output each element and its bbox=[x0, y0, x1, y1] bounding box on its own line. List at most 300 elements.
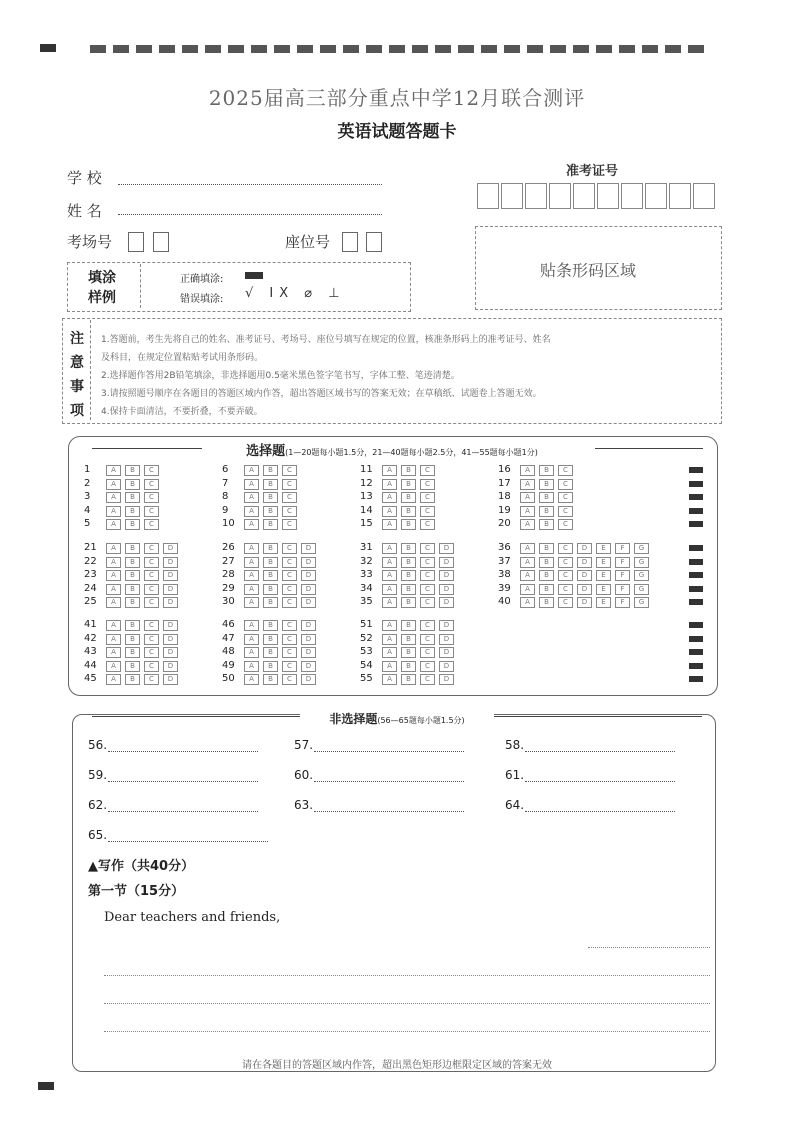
question-number: 10 bbox=[222, 518, 235, 529]
nonchoice-item-number: 65. bbox=[88, 828, 108, 842]
option-bubble[interactable]: B bbox=[263, 674, 278, 685]
heading-rule-left bbox=[92, 448, 202, 449]
option-bubble[interactable]: A bbox=[244, 634, 259, 645]
ticket-digit-box[interactable] bbox=[525, 183, 547, 209]
timing-mark bbox=[412, 45, 428, 53]
option-bubble[interactable]: C bbox=[144, 647, 159, 658]
option-bubble[interactable]: C bbox=[282, 465, 297, 476]
option-bubble[interactable]: B bbox=[401, 620, 416, 631]
option-bubble[interactable]: C bbox=[144, 492, 159, 503]
exam-room-box-1[interactable] bbox=[128, 232, 144, 252]
question-number: 26 bbox=[222, 542, 235, 553]
option-bubble[interactable]: A bbox=[244, 506, 259, 517]
option-bubble[interactable]: D bbox=[301, 661, 316, 672]
option-bubble[interactable]: B bbox=[539, 479, 554, 490]
option-bubble[interactable]: C bbox=[144, 519, 159, 530]
question-number: 52 bbox=[360, 632, 373, 644]
exam-room-box-2[interactable] bbox=[153, 232, 169, 252]
option-bubble[interactable]: D bbox=[439, 661, 454, 672]
option-bubble[interactable]: G bbox=[634, 557, 649, 568]
option-bubble[interactable]: C bbox=[144, 557, 159, 568]
option-bubble[interactable]: E bbox=[596, 597, 611, 608]
option-bubble[interactable]: D bbox=[577, 543, 592, 554]
option-bubble[interactable]: C bbox=[282, 634, 297, 645]
option-bubble[interactable]: C bbox=[420, 492, 435, 503]
option-bubble[interactable]: C bbox=[420, 465, 435, 476]
nonchoice-answer-line[interactable] bbox=[525, 811, 675, 812]
question-number: 45 bbox=[84, 673, 97, 684]
option-bubble[interactable]: A bbox=[106, 492, 121, 503]
question-number: 39 bbox=[498, 582, 511, 594]
option-bubble[interactable]: C bbox=[558, 506, 573, 517]
option-bubble[interactable]: C bbox=[420, 519, 435, 530]
option-bubble[interactable]: D bbox=[301, 557, 316, 568]
timing-mark bbox=[573, 45, 589, 53]
option-bubble[interactable]: F bbox=[615, 570, 630, 581]
option-bubble[interactable]: C bbox=[420, 570, 435, 581]
option-bubble[interactable]: D bbox=[163, 543, 178, 554]
option-bubble[interactable]: B bbox=[401, 465, 416, 476]
timing-mark bbox=[458, 45, 474, 53]
option-bubble[interactable]: B bbox=[539, 465, 554, 476]
option-bubble[interactable]: A bbox=[106, 634, 121, 645]
option-bubble[interactable]: F bbox=[615, 557, 630, 568]
ticket-digit-box[interactable] bbox=[597, 183, 619, 209]
option-bubble[interactable]: G bbox=[634, 570, 649, 581]
option-bubble[interactable]: A bbox=[244, 647, 259, 658]
school-field[interactable] bbox=[118, 184, 382, 185]
option-bubble[interactable]: B bbox=[125, 570, 140, 581]
option-bubble[interactable]: B bbox=[263, 479, 278, 490]
question-number: 24 bbox=[84, 582, 97, 594]
option-bubble[interactable]: C bbox=[558, 465, 573, 476]
timing-mark bbox=[596, 45, 612, 53]
timing-mark bbox=[228, 45, 244, 53]
option-bubble[interactable]: B bbox=[401, 674, 416, 685]
option-bubble[interactable]: C bbox=[282, 506, 297, 517]
ticket-digit-box[interactable] bbox=[549, 183, 571, 209]
timing-mark bbox=[481, 45, 497, 53]
option-bubble[interactable]: C bbox=[144, 597, 159, 608]
nonchoice-answer-line[interactable] bbox=[108, 841, 268, 842]
option-bubble[interactable]: B bbox=[401, 661, 416, 672]
option-bubble[interactable]: B bbox=[125, 479, 140, 490]
option-bubble[interactable]: B bbox=[125, 519, 140, 530]
option-bubble[interactable]: A bbox=[106, 543, 121, 554]
option-bubble[interactable]: D bbox=[439, 597, 454, 608]
option-bubble[interactable]: A bbox=[382, 519, 397, 530]
option-bubble[interactable]: A bbox=[106, 506, 121, 517]
option-bubble[interactable]: B bbox=[263, 570, 278, 581]
option-bubble[interactable]: D bbox=[163, 597, 178, 608]
option-bubble[interactable]: A bbox=[382, 479, 397, 490]
option-bubble[interactable]: D bbox=[301, 584, 316, 595]
option-bubble[interactable]: B bbox=[401, 570, 416, 581]
option-bubble[interactable]: B bbox=[125, 506, 140, 517]
option-bubble[interactable]: B bbox=[263, 557, 278, 568]
option-bubble[interactable]: A bbox=[244, 465, 259, 476]
option-bubble[interactable]: A bbox=[106, 519, 121, 530]
option-bubble[interactable]: A bbox=[244, 620, 259, 631]
option-bubble[interactable]: B bbox=[539, 597, 554, 608]
option-bubble[interactable]: C bbox=[558, 557, 573, 568]
option-bubble[interactable]: A bbox=[520, 479, 535, 490]
row-timing-mark bbox=[689, 572, 703, 578]
option-bubble[interactable]: G bbox=[634, 584, 649, 595]
option-bubble[interactable]: D bbox=[301, 543, 316, 554]
option-bubble[interactable]: D bbox=[163, 674, 178, 685]
question-number: 6 bbox=[222, 464, 229, 475]
option-bubble[interactable]: C bbox=[420, 584, 435, 595]
option-bubble[interactable]: C bbox=[282, 597, 297, 608]
option-bubble[interactable]: C bbox=[420, 557, 435, 568]
nonchoice-item-number: 61. bbox=[505, 768, 525, 782]
option-bubble[interactable]: C bbox=[282, 543, 297, 554]
option-bubble[interactable]: D bbox=[439, 570, 454, 581]
option-bubble[interactable]: C bbox=[282, 519, 297, 530]
option-bubble[interactable]: E bbox=[596, 543, 611, 554]
option-bubble[interactable]: A bbox=[244, 543, 259, 554]
option-bubble[interactable]: B bbox=[263, 506, 278, 517]
option-bubble[interactable]: C bbox=[420, 543, 435, 554]
option-bubble[interactable]: B bbox=[263, 465, 278, 476]
option-bubble[interactable]: F bbox=[615, 597, 630, 608]
option-bubble[interactable]: B bbox=[263, 519, 278, 530]
option-bubble[interactable]: A bbox=[244, 479, 259, 490]
option-bubble[interactable]: B bbox=[539, 492, 554, 503]
option-bubble[interactable]: E bbox=[596, 584, 611, 595]
option-bubble[interactable]: C bbox=[144, 543, 159, 554]
option-bubble[interactable]: B bbox=[539, 584, 554, 595]
option-bubble[interactable]: D bbox=[439, 674, 454, 685]
option-bubble[interactable]: B bbox=[125, 465, 140, 476]
timing-mark bbox=[90, 45, 106, 53]
notice-label-3: 事 bbox=[70, 379, 84, 395]
question-number: 37 bbox=[498, 555, 511, 567]
option-bubble[interactable]: C bbox=[144, 506, 159, 517]
option-bubble[interactable]: A bbox=[244, 557, 259, 568]
option-bubble[interactable]: C bbox=[282, 647, 297, 658]
option-bubble[interactable]: B bbox=[401, 543, 416, 554]
option-bubble[interactable]: D bbox=[577, 584, 592, 595]
option-bubble[interactable]: B bbox=[263, 584, 278, 595]
option-bubble[interactable]: C bbox=[144, 620, 159, 631]
option-bubble[interactable]: C bbox=[558, 597, 573, 608]
timing-mark bbox=[182, 45, 198, 53]
option-bubble[interactable]: C bbox=[420, 674, 435, 685]
option-bubble[interactable]: B bbox=[539, 506, 554, 517]
nonchoice-item-number: 58. bbox=[505, 738, 525, 752]
seat-label: 座位号 bbox=[285, 233, 331, 251]
option-bubble[interactable]: B bbox=[401, 584, 416, 595]
option-bubble[interactable]: D bbox=[439, 647, 454, 658]
option-bubble[interactable]: A bbox=[244, 570, 259, 581]
option-bubble[interactable]: A bbox=[106, 584, 121, 595]
option-bubble[interactable]: A bbox=[106, 479, 121, 490]
option-bubble[interactable]: C bbox=[558, 492, 573, 503]
nonchoice-answer-line[interactable] bbox=[108, 781, 258, 782]
ticket-digit-box[interactable] bbox=[501, 183, 523, 209]
option-bubble[interactable]: D bbox=[439, 584, 454, 595]
option-bubble[interactable]: C bbox=[420, 506, 435, 517]
option-bubble[interactable]: C bbox=[420, 597, 435, 608]
question-number: 14 bbox=[360, 504, 373, 516]
ticket-digit-box[interactable] bbox=[645, 183, 667, 209]
option-bubble[interactable]: D bbox=[163, 584, 178, 595]
option-bubble[interactable]: A bbox=[106, 597, 121, 608]
correct-fill-label: 正确填涂: bbox=[180, 274, 224, 285]
writing-line-3[interactable] bbox=[104, 1031, 710, 1032]
question-number: 17 bbox=[498, 477, 511, 489]
name-field[interactable] bbox=[118, 214, 382, 215]
option-bubble[interactable]: A bbox=[382, 620, 397, 631]
option-bubble[interactable]: C bbox=[282, 479, 297, 490]
nonchoice-answer-line[interactable] bbox=[525, 781, 675, 782]
option-bubble[interactable]: A bbox=[244, 584, 259, 595]
option-bubble[interactable]: A bbox=[106, 674, 121, 685]
option-bubble[interactable]: B bbox=[539, 519, 554, 530]
writing-line-0[interactable] bbox=[588, 947, 710, 948]
option-bubble[interactable]: C bbox=[420, 634, 435, 645]
question-number: 44 bbox=[84, 659, 97, 671]
option-bubble[interactable]: A bbox=[106, 465, 121, 476]
notice-label-2: 意 bbox=[70, 355, 84, 371]
option-bubble[interactable]: B bbox=[263, 647, 278, 658]
ticket-digit-box[interactable] bbox=[573, 183, 595, 209]
correct-fill-sample bbox=[245, 272, 263, 279]
option-bubble[interactable]: B bbox=[125, 584, 140, 595]
nonchoice-answer-line[interactable] bbox=[525, 751, 675, 752]
option-bubble[interactable]: A bbox=[382, 543, 397, 554]
option-bubble[interactable]: D bbox=[301, 597, 316, 608]
footer-note: 请在各题目的答题区域内作答，超出黑色矩形边框限定区域的答案无效 bbox=[242, 1060, 552, 1071]
option-bubble[interactable]: A bbox=[382, 557, 397, 568]
fill-example-label-1: 填涂 bbox=[88, 270, 116, 286]
option-bubble[interactable]: B bbox=[263, 634, 278, 645]
option-bubble[interactable]: D bbox=[301, 674, 316, 685]
option-bubble[interactable]: B bbox=[125, 597, 140, 608]
option-bubble[interactable]: A bbox=[382, 647, 397, 658]
option-bubble[interactable]: A bbox=[520, 506, 535, 517]
option-bubble[interactable]: A bbox=[382, 465, 397, 476]
writing-line-2[interactable] bbox=[104, 1003, 710, 1004]
option-bubble[interactable]: E bbox=[596, 557, 611, 568]
option-bubble[interactable]: C bbox=[420, 479, 435, 490]
option-bubble[interactable]: B bbox=[263, 543, 278, 554]
ticket-digit-box[interactable] bbox=[477, 183, 499, 209]
option-bubble[interactable]: B bbox=[401, 597, 416, 608]
option-bubble[interactable]: B bbox=[125, 647, 140, 658]
option-bubble[interactable]: C bbox=[282, 674, 297, 685]
option-bubble[interactable]: B bbox=[539, 570, 554, 581]
option-bubble[interactable]: A bbox=[244, 661, 259, 672]
option-bubble[interactable]: C bbox=[558, 570, 573, 581]
fill-example-box bbox=[67, 262, 411, 312]
option-bubble[interactable]: C bbox=[144, 570, 159, 581]
option-bubble[interactable]: D bbox=[439, 543, 454, 554]
option-bubble[interactable]: D bbox=[301, 570, 316, 581]
option-bubble[interactable]: B bbox=[401, 634, 416, 645]
option-bubble[interactable]: C bbox=[144, 584, 159, 595]
answer-sheet-title: 英语试题答题卡 bbox=[337, 122, 457, 142]
question-number: 7 bbox=[222, 477, 229, 489]
option-bubble[interactable]: A bbox=[520, 519, 535, 530]
option-bubble[interactable]: A bbox=[106, 557, 121, 568]
nonchoice-answer-line[interactable] bbox=[108, 811, 258, 812]
option-bubble[interactable]: C bbox=[282, 620, 297, 631]
question-number: 48 bbox=[222, 646, 235, 657]
seat-box-2[interactable] bbox=[366, 232, 382, 252]
option-bubble[interactable]: F bbox=[615, 543, 630, 554]
option-bubble[interactable]: C bbox=[144, 634, 159, 645]
option-bubble[interactable]: A bbox=[244, 519, 259, 530]
option-bubble[interactable]: B bbox=[125, 661, 140, 672]
option-bubble[interactable]: G bbox=[634, 543, 649, 554]
option-bubble[interactable]: C bbox=[282, 661, 297, 672]
option-bubble[interactable]: A bbox=[382, 634, 397, 645]
option-bubble[interactable]: B bbox=[125, 543, 140, 554]
option-bubble[interactable]: C bbox=[144, 661, 159, 672]
option-bubble[interactable]: C bbox=[558, 479, 573, 490]
nonchoice-answer-line[interactable] bbox=[314, 781, 464, 782]
ticket-digit-box[interactable] bbox=[693, 183, 715, 209]
option-bubble[interactable]: C bbox=[282, 557, 297, 568]
option-bubble[interactable]: C bbox=[144, 479, 159, 490]
timing-mark bbox=[297, 45, 313, 53]
option-bubble[interactable]: D bbox=[163, 634, 178, 645]
writing-line-1[interactable] bbox=[104, 975, 710, 976]
option-bubble[interactable]: B bbox=[263, 492, 278, 503]
option-bubble[interactable]: B bbox=[125, 634, 140, 645]
option-bubble[interactable]: B bbox=[539, 543, 554, 554]
option-bubble[interactable]: D bbox=[301, 647, 316, 658]
option-bubble[interactable]: A bbox=[106, 661, 121, 672]
option-bubble[interactable]: A bbox=[244, 674, 259, 685]
option-bubble[interactable]: A bbox=[520, 597, 535, 608]
option-bubble[interactable]: A bbox=[382, 570, 397, 581]
option-bubble[interactable]: B bbox=[401, 479, 416, 490]
option-bubble[interactable]: D bbox=[163, 661, 178, 672]
option-bubble[interactable]: D bbox=[577, 597, 592, 608]
option-bubble[interactable]: C bbox=[420, 647, 435, 658]
option-bubble[interactable]: A bbox=[244, 492, 259, 503]
option-bubble[interactable]: A bbox=[382, 492, 397, 503]
option-bubble[interactable]: A bbox=[382, 661, 397, 672]
option-bubble[interactable]: C bbox=[282, 584, 297, 595]
option-bubble[interactable]: B bbox=[125, 674, 140, 685]
option-bubble[interactable]: C bbox=[420, 661, 435, 672]
option-bubble[interactable]: B bbox=[263, 597, 278, 608]
row-timing-mark bbox=[689, 676, 703, 682]
seat-box-1[interactable] bbox=[342, 232, 358, 252]
option-bubble[interactable]: C bbox=[420, 620, 435, 631]
question-number: 21 bbox=[84, 542, 97, 553]
wrong-fill-label: 错误填涂: bbox=[180, 294, 224, 305]
ticket-digit-box[interactable] bbox=[669, 183, 691, 209]
option-bubble[interactable]: B bbox=[539, 557, 554, 568]
question-number: 41 bbox=[84, 619, 97, 630]
wrong-fill-samples: √ IX ⌀ ⊥ bbox=[245, 286, 346, 301]
option-bubble[interactable]: A bbox=[382, 584, 397, 595]
exam-room-label: 考场号 bbox=[67, 233, 113, 251]
option-bubble[interactable]: D bbox=[163, 620, 178, 631]
heading-rule-right bbox=[595, 448, 703, 449]
option-bubble[interactable]: A bbox=[520, 492, 535, 503]
option-bubble[interactable]: A bbox=[382, 674, 397, 685]
option-bubble[interactable]: C bbox=[282, 570, 297, 581]
option-bubble[interactable]: B bbox=[401, 492, 416, 503]
option-bubble[interactable]: D bbox=[439, 620, 454, 631]
nonchoice-answer-line[interactable] bbox=[314, 751, 464, 752]
option-bubble[interactable]: A bbox=[244, 597, 259, 608]
option-bubble[interactable]: B bbox=[263, 620, 278, 631]
option-bubble[interactable]: F bbox=[615, 584, 630, 595]
option-bubble[interactable]: B bbox=[125, 620, 140, 631]
nonchoice-heading bbox=[300, 708, 494, 727]
option-bubble[interactable]: C bbox=[558, 519, 573, 530]
option-bubble[interactable]: D bbox=[163, 647, 178, 658]
option-bubble[interactable]: B bbox=[263, 661, 278, 672]
option-bubble[interactable]: A bbox=[106, 570, 121, 581]
timing-mark bbox=[642, 45, 658, 53]
option-bubble[interactable]: A bbox=[520, 557, 535, 568]
option-bubble[interactable]: A bbox=[520, 465, 535, 476]
option-bubble[interactable]: C bbox=[282, 492, 297, 503]
option-bubble[interactable]: C bbox=[558, 543, 573, 554]
option-bubble[interactable]: B bbox=[401, 557, 416, 568]
option-bubble[interactable]: D bbox=[439, 634, 454, 645]
option-bubble[interactable]: C bbox=[144, 465, 159, 476]
timing-mark bbox=[435, 45, 451, 53]
question-number: 38 bbox=[498, 569, 511, 580]
option-bubble[interactable]: A bbox=[520, 543, 535, 554]
option-bubble[interactable]: A bbox=[106, 647, 121, 658]
question-number: 46 bbox=[222, 619, 235, 630]
option-bubble[interactable]: E bbox=[596, 570, 611, 581]
question-number: 25 bbox=[84, 596, 97, 607]
option-bubble[interactable]: A bbox=[382, 597, 397, 608]
option-bubble[interactable]: D bbox=[439, 557, 454, 568]
question-number: 35 bbox=[360, 596, 373, 607]
option-bubble[interactable]: B bbox=[401, 519, 416, 530]
option-bubble[interactable]: D bbox=[163, 570, 178, 581]
option-bubble[interactable]: A bbox=[520, 584, 535, 595]
nonchoice-answer-line[interactable] bbox=[314, 811, 464, 812]
ticket-digit-box[interactable] bbox=[621, 183, 643, 209]
option-bubble[interactable]: D bbox=[577, 557, 592, 568]
option-bubble[interactable]: D bbox=[163, 557, 178, 568]
option-bubble[interactable]: D bbox=[301, 620, 316, 631]
option-bubble[interactable]: B bbox=[125, 557, 140, 568]
option-bubble[interactable]: A bbox=[520, 570, 535, 581]
option-bubble[interactable]: B bbox=[401, 506, 416, 517]
option-bubble[interactable]: B bbox=[125, 492, 140, 503]
option-bubble[interactable]: B bbox=[401, 647, 416, 658]
nonchoice-answer-line[interactable] bbox=[108, 751, 258, 752]
option-bubble[interactable]: A bbox=[106, 620, 121, 631]
question-number: 53 bbox=[360, 646, 373, 657]
option-bubble[interactable]: D bbox=[577, 570, 592, 581]
notice-divider bbox=[90, 320, 91, 420]
option-bubble[interactable]: A bbox=[382, 506, 397, 517]
option-bubble[interactable]: G bbox=[634, 597, 649, 608]
option-bubble[interactable]: C bbox=[144, 674, 159, 685]
exam-title: 2025届高三部分重点中学12月联合测评 bbox=[208, 86, 586, 110]
option-bubble[interactable]: D bbox=[301, 634, 316, 645]
fill-example-divider bbox=[140, 264, 141, 308]
question-number: 16 bbox=[498, 464, 511, 475]
option-bubble[interactable]: C bbox=[558, 584, 573, 595]
